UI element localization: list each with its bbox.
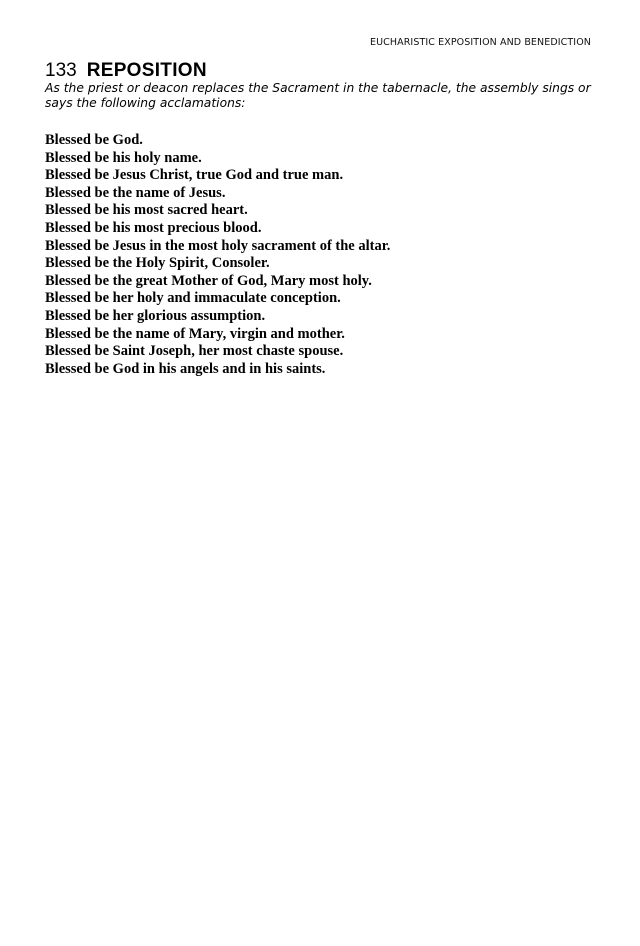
acclamation-line: Blessed be his most precious blood. [45, 219, 262, 236]
acclamation-list [45, 132, 390, 378]
acclamation-line: Blessed be God in his angels and in his saints. [45, 360, 326, 377]
acclamation-line: Blessed be God. [45, 132, 143, 148]
rubric-instruction: As the priest or deacon replaces the Sacrament in the tabernacle, the assembly sings or says the following acclamations: [45, 81, 591, 110]
running-head: EUCHARISTIC EXPOSITION AND BENEDICTION [370, 37, 591, 48]
section-heading [45, 60, 207, 82]
acclamation-line: Blessed be her holy and immaculate conception. [45, 290, 341, 307]
acclamation-line: Blessed be Saint Joseph, her most chaste spouse. [45, 343, 344, 360]
acclamation-line: Blessed be her glorious assumption. [45, 307, 266, 324]
section-title: REPOSITION [86, 60, 207, 81]
acclamation-line: Blessed be the name of Mary, virgin and mother. [45, 325, 345, 342]
acclamation-line: Blessed be the great Mother of God, Mary most holy. [45, 272, 372, 289]
acclamation-line: Blessed be Jesus in the most holy sacrament of the altar. [45, 237, 391, 254]
acclamation-line: Blessed be the Holy Spirit, Consoler. [45, 255, 270, 272]
acclamation-line: Blessed be the name of Jesus. [45, 184, 226, 201]
acclamation-line: Blessed be his holy name. [45, 149, 202, 166]
acclamation-line: Blessed be his most sacred heart. [45, 202, 248, 219]
section-number: 133 [45, 60, 77, 81]
acclamation-line: Blessed be Jesus Christ, true God and true man. [45, 167, 344, 184]
